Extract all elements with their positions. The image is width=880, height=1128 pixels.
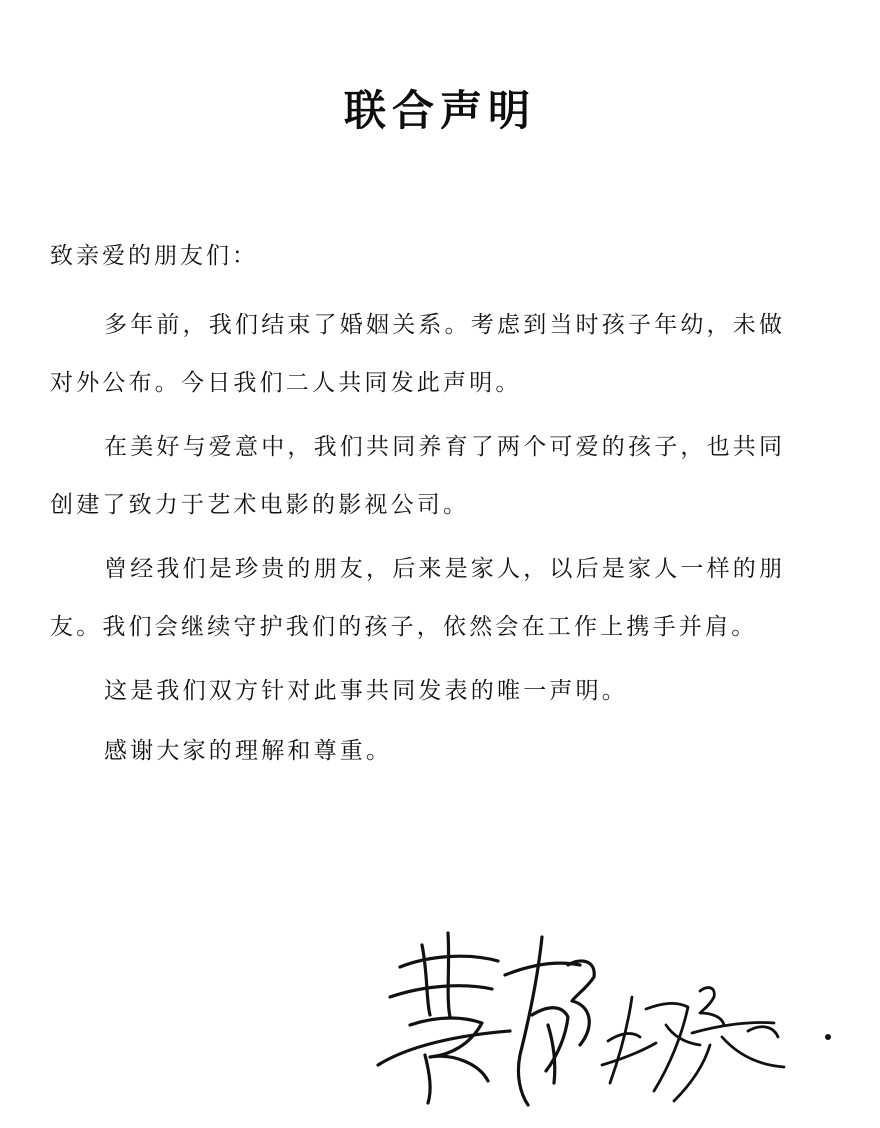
signature-dot — [825, 1034, 831, 1040]
document-title: 联合声明 — [343, 86, 536, 135]
signature-stroke-group-2 — [505, 937, 594, 1105]
paragraph-4: 这是我们双方针对此事共同发表的唯一声明。 — [104, 678, 628, 704]
signature-stroke-group-1 — [378, 933, 510, 1103]
paragraph-3: 曾经我们是珍贵的朋友，后来是家人，以后是家人一样的朋友。我们会继续守护我们的孩子，依然会在工作上携手并肩。 — [50, 556, 786, 640]
signature-stroke-group-3 — [602, 988, 784, 1101]
paragraph-1: 多年前，我们结束了婚姻关系。考虑到当时孩子年幼，未做对外公布。今日我们二人共同发此声明。 — [50, 312, 786, 396]
paragraph-2: 在美好与爱意中，我们共同养育了两个可爱的孩子，也共同创建了致力于艺术电影的影视公司。 — [50, 434, 786, 518]
handwritten-signature — [370, 905, 850, 1120]
salutation: 致亲爱的朋友们： — [50, 243, 258, 269]
paragraph-5: 感谢大家的理解和尊重。 — [104, 738, 393, 764]
